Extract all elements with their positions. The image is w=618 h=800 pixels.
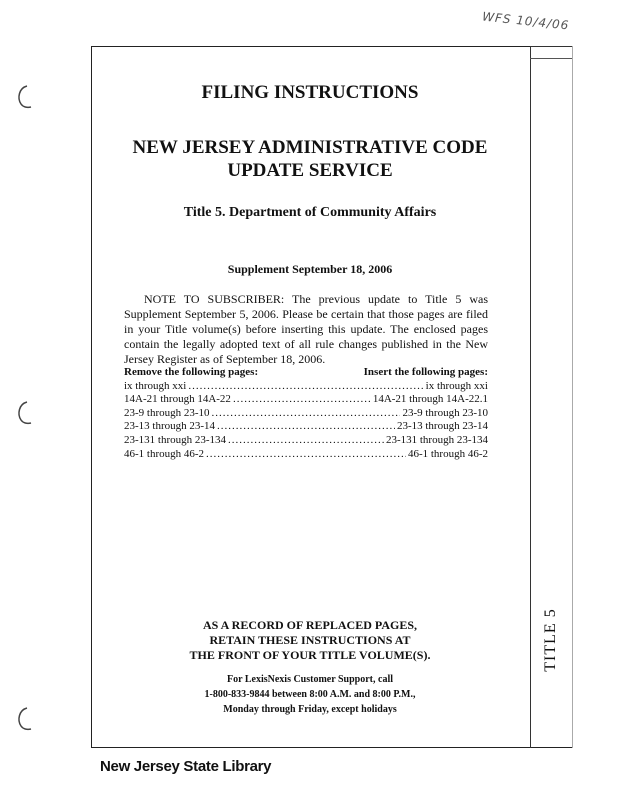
document-title: FILING INSTRUCTIONS (201, 82, 419, 103)
insert-pages: ix through xxi (425, 379, 488, 392)
insert-pages: 14A-21 through 14A-22.1 (372, 393, 488, 406)
table-row (124, 393, 488, 407)
punch-hole-mark (17, 84, 33, 110)
handwritten-annotation: WFS 10/4/06 (481, 9, 570, 33)
supplement-heading: Supplement September 18, 2006 (227, 262, 393, 276)
leader-dots (233, 393, 371, 407)
remove-pages: 46-1 through 46-2 (124, 447, 205, 460)
insert-pages: 46-1 through 46-2 (407, 447, 488, 460)
library-stamp: New Jersey State Library (100, 758, 272, 775)
note-to-subscriber: NOTE TO SUBSCRIBER: The previous update to Title 5 was Supplement September 5, 2006. Please be certain that those pages are filed in your Title volume(s) before inserting this update. The enclosed pages contain the legally adopted text of all rule changes published in the New Jersey Register as of September 18, 2006. (124, 292, 488, 366)
remove-pages: 23-13 through 23-14 (124, 420, 216, 433)
insert-pages: 23-131 through 23-134 (385, 433, 488, 446)
subtitle-line: UPDATE SERVICE (227, 160, 393, 181)
table-header (124, 366, 488, 380)
tab-label: TITLE 5 (542, 608, 559, 672)
page-frame-top (91, 46, 530, 47)
remove-pages: 23-9 through 23-10 (124, 406, 210, 419)
record-instructions (110, 618, 510, 663)
table-row (124, 380, 488, 394)
tab-divider (530, 46, 531, 748)
insert-pages: 23-9 through 23-10 (402, 406, 488, 419)
punch-hole-mark (17, 706, 33, 732)
remove-header: Remove the following pages: (124, 366, 259, 378)
record-line: AS A RECORD OF REPLACED PAGES, (202, 618, 418, 632)
page-frame-left (91, 46, 92, 748)
remove-pages: 23-131 through 23-134 (124, 433, 227, 446)
document-subtitle (110, 136, 510, 182)
punch-hole-mark (17, 400, 33, 426)
customer-support-info (110, 672, 510, 717)
remove-pages: ix through xxi (124, 379, 187, 392)
subtitle-line: NEW JERSEY ADMINISTRATIVE CODE (132, 137, 488, 158)
leader-dots (228, 434, 384, 448)
tab-top-edge (530, 46, 572, 47)
remove-pages: 14A-21 through 14A-22 (124, 393, 231, 406)
support-line: Monday through Friday, except holidays (223, 704, 397, 715)
support-line: 1-800-833-9844 between 8:00 A.M. and 8:00 P.M., (204, 689, 416, 700)
leader-dots (206, 448, 406, 462)
page-replacement-table (124, 366, 488, 461)
record-line: RETAIN THESE INSTRUCTIONS AT (209, 633, 411, 647)
department-heading: Title 5. Department of Community Affairs (183, 205, 437, 220)
table-row (124, 420, 488, 434)
tab-right-edge (572, 46, 573, 748)
support-line: For LexisNexis Customer Support, call (226, 674, 393, 685)
table-row (124, 434, 488, 448)
record-line: THE FRONT OF YOUR TITLE VOLUME(S). (189, 648, 431, 662)
insert-pages: 23-13 through 23-14 (396, 420, 488, 433)
page-frame-bottom (91, 747, 572, 748)
leader-dots (212, 407, 401, 421)
leader-dots (188, 380, 423, 394)
table-row (124, 407, 488, 421)
leader-dots (217, 420, 395, 434)
tab-inner-edge (530, 58, 572, 59)
table-row (124, 448, 488, 462)
insert-header: Insert the following pages: (363, 366, 488, 378)
